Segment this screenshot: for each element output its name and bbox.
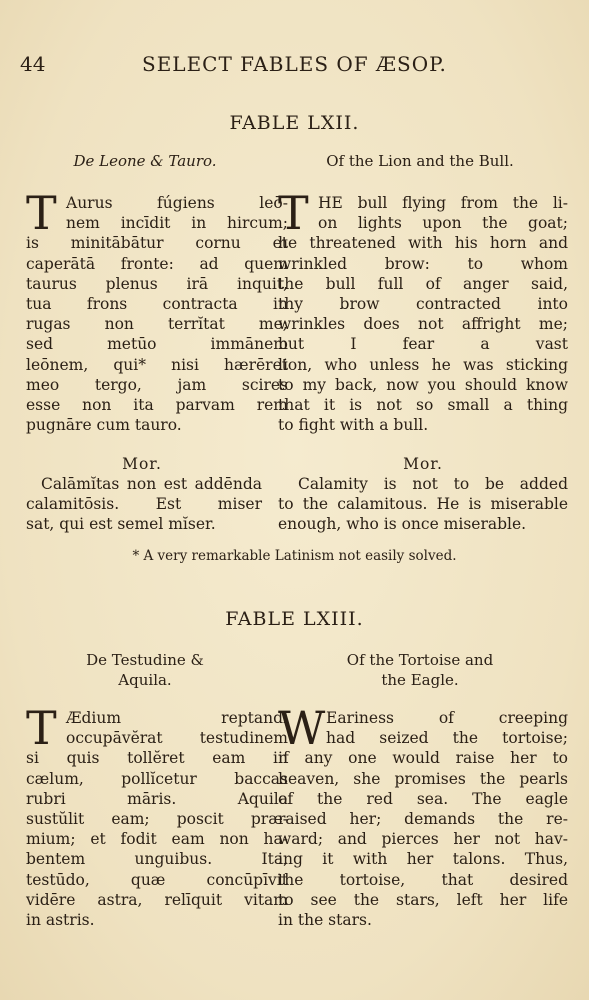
- text-line: sustŭlit eam; poscit præ-: [26, 809, 288, 828]
- footnote: * A very remarkable Latinism not easily solved.: [132, 548, 457, 564]
- text-line: he threatened with his horn and: [278, 234, 568, 253]
- text-line: sat, qui est semel mĭser.: [26, 515, 216, 534]
- text-line: heaven, she promises the pearls: [278, 769, 568, 788]
- fable-63-title: FABLE LXIII.: [225, 608, 364, 630]
- running-title: SELECT FABLES OF ÆSOP.: [142, 52, 447, 76]
- fable-62-latin-text: [26, 186, 288, 435]
- text-line: but I fear a vast: [278, 335, 568, 354]
- running-header: [20, 52, 575, 78]
- text-line: wrinkles does not affright me;: [278, 315, 568, 334]
- fable-63-english-heading: Of the Tortoise and the Eagle.: [346, 651, 494, 689]
- text-line: rugas non terrĭtat me;: [26, 315, 288, 334]
- fable-62-latin-heading: De Leone & Tauro.: [73, 152, 217, 170]
- fable-62-latin-moral: [26, 474, 262, 535]
- text-line: nem incīdit in hircum;: [66, 214, 288, 233]
- fable-62-english-moral: [278, 474, 568, 535]
- moral-label-latin: Mor.: [122, 455, 162, 473]
- text-line: esse non ita parvam rem: [26, 395, 288, 414]
- text-line: meo tergo, jam scires: [26, 375, 288, 394]
- fable-62-english-text: [278, 186, 568, 435]
- dropcap-63-latin: T: [26, 701, 57, 755]
- text-line: vidēre astra, relīquit vitam: [26, 890, 288, 909]
- text-line: if any one would raise her to: [278, 749, 568, 768]
- text-line: had seized the tortoise;: [326, 729, 568, 748]
- fable-62-title: FABLE LXII.: [229, 112, 360, 134]
- text-line: that it is not so small a thing: [278, 395, 568, 414]
- text-line: the bull full of anger said,: [278, 274, 568, 293]
- text-line: Aurus fúgiens leō-: [66, 194, 288, 212]
- text-line: bentem unguibus. Ita,: [26, 850, 288, 869]
- fable-63-english-text: [278, 701, 568, 930]
- page-number: 44: [20, 52, 46, 76]
- text-line: taurus plenus irā inquit,: [26, 274, 288, 293]
- text-line: cælum, pollĭcetur baccas: [26, 769, 288, 788]
- text-line: pugnāre cum tauro.: [26, 416, 182, 435]
- text-line: of the red sea. The eagle: [278, 789, 568, 808]
- text-line: thy brow contracted into: [278, 294, 568, 313]
- text-line: rubri māris. Aquila: [26, 789, 288, 808]
- text-line: leōnem, qui* nisi hærēret: [26, 355, 288, 374]
- text-line: in the stars.: [278, 910, 372, 929]
- dropcap-62-latin: T: [26, 186, 57, 240]
- text-line: mium; et fodit eam non ha-: [26, 830, 288, 849]
- dropcap-63-english: W: [278, 701, 326, 755]
- text-line: to fight with a bull.: [278, 416, 429, 435]
- text-line: the tortoise, that desired: [278, 870, 568, 889]
- text-line: is minitābātur cornu et: [26, 234, 288, 253]
- fable-62-english-heading: Of the Lion and the Bull.: [326, 152, 514, 170]
- text-line: in astris.: [26, 910, 95, 929]
- text-line: raised her; demands the re-: [278, 809, 568, 828]
- text-line: tua frons contracta in: [26, 294, 288, 313]
- text-line: to the calamitous. He is miserable: [278, 495, 568, 514]
- text-line: Ædium reptandi: [66, 709, 288, 727]
- text-line: si quis tollĕret eam in: [26, 749, 288, 768]
- text-line: ward; and pierces her not hav-: [278, 830, 568, 849]
- text-line: sed metūo immānem: [26, 335, 288, 354]
- text-line: Calamity is not to be added: [298, 475, 568, 493]
- fable-63-latin-text: [26, 701, 288, 930]
- dropcap-62-english: T: [278, 186, 309, 240]
- moral-label-english: Mor.: [403, 455, 443, 473]
- text-line: calamitōsis. Est miser: [26, 495, 262, 514]
- text-line: Calāmĭtas non est addēnda: [41, 475, 262, 493]
- text-line: caperātā fronte: ad quem: [26, 254, 288, 273]
- text-line: on lights upon the goat;: [318, 214, 568, 233]
- text-line: to see the stars, left her life: [278, 890, 568, 909]
- text-line: Eariness of creeping: [326, 709, 568, 727]
- text-line: to my back, now you should know: [278, 375, 568, 394]
- text-line: wrinkled brow: to whom: [278, 254, 568, 273]
- text-line: enough, who is once miserable.: [278, 515, 527, 534]
- text-line: testūdo, quæ concūpīvit: [26, 870, 288, 889]
- text-line: occupāvĕrat testudinem: [66, 729, 288, 748]
- text-line: ing it with her talons. Thus,: [278, 850, 568, 869]
- text-line: HE bull flying from the li-: [318, 194, 568, 212]
- fable-63-latin-heading: De Testudine & Aquila.: [86, 651, 204, 689]
- text-line: lion, who unless he was sticking: [278, 355, 568, 374]
